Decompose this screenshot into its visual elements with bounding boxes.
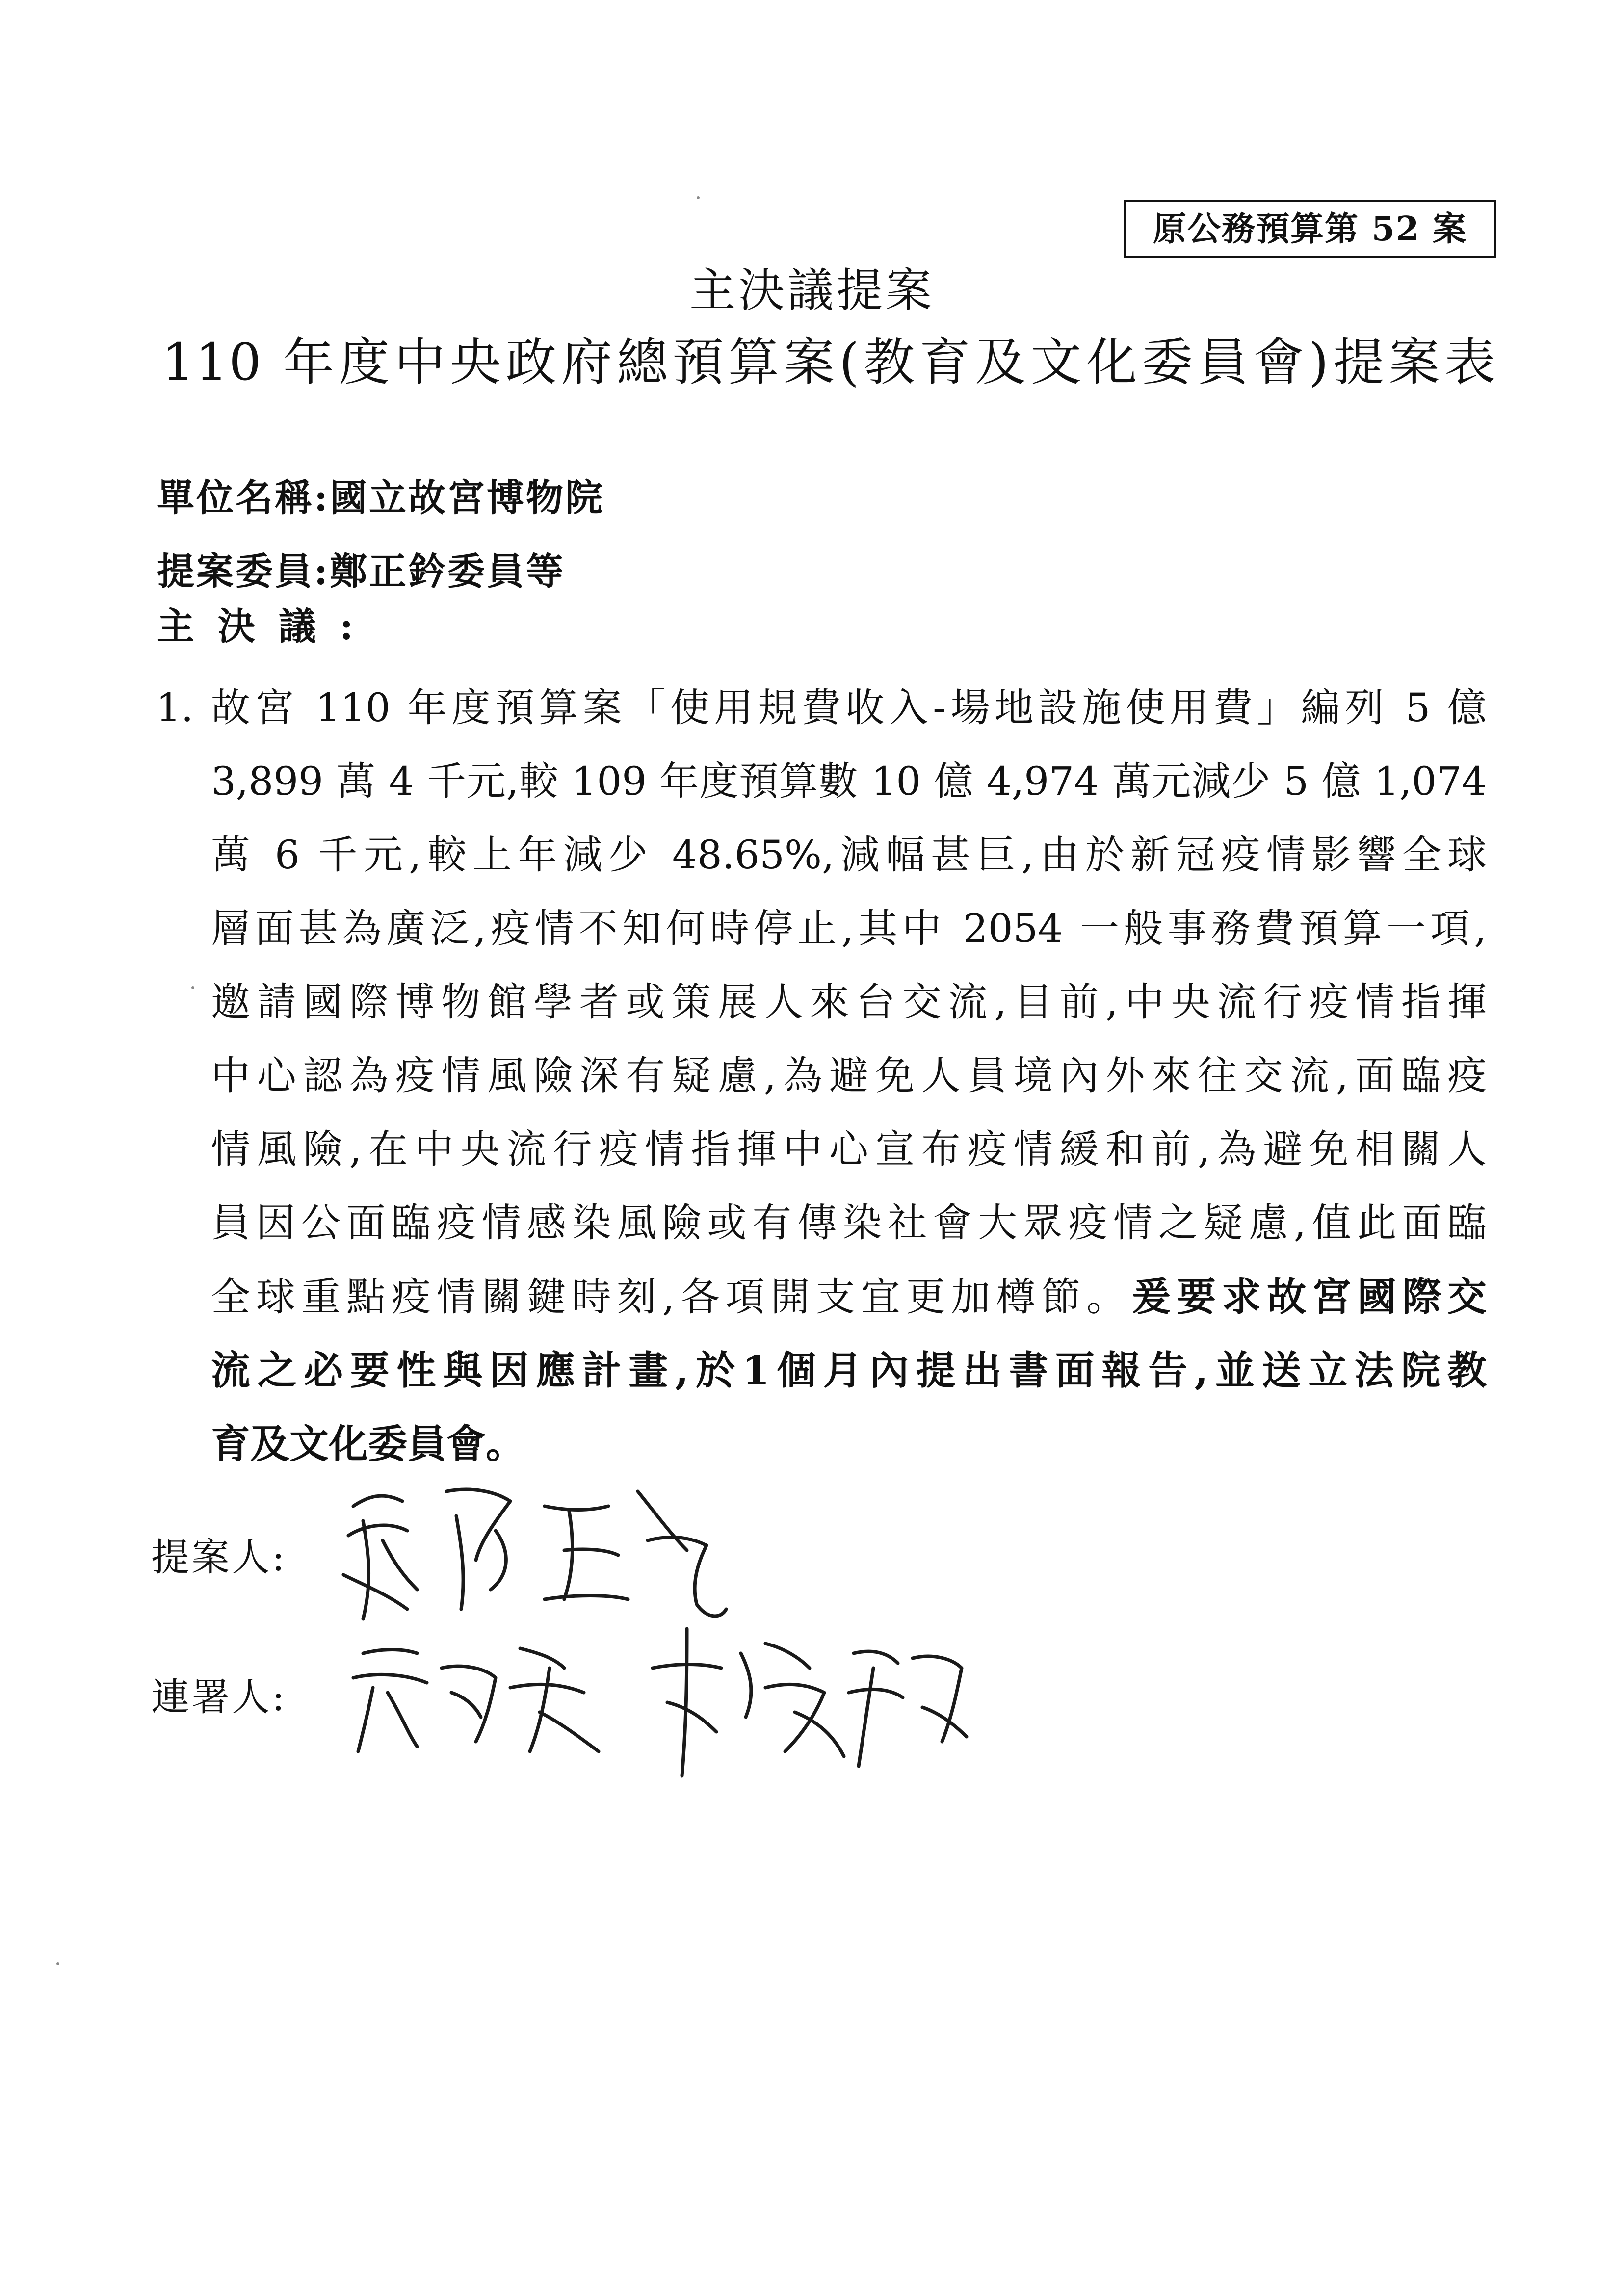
case-number: 原公務預算第 52 案 [1153, 209, 1467, 249]
resolution-line-3: 萬 6 千元,較上年減少 48.65%,減幅甚巨,由於新冠疫情影響全球 [211, 832, 1487, 878]
resolution-line-8: 員因公面臨疫情感染風險或有傳染社會大眾疫情之疑慮,值此面臨 [211, 1200, 1487, 1246]
resolution-line-6: 中心認為疫情風險深有疑慮,為避免人員境內外來往交流,面臨疫 [211, 1053, 1487, 1098]
cosigner-signature-label: 連署人: [151, 1675, 287, 1720]
page-subtitle: 110 年度中央政府總預算案(教育及文化委員會)提案表 [162, 332, 1496, 392]
cosigner-handwritten-signature-2 [638, 1609, 981, 1796]
cosigner-handwritten-signature-1 [343, 1619, 618, 1766]
resolution-line-9-normal: 全球重點疫情關鍵時刻,各項開支宜更加樽節。 [211, 1274, 1132, 1320]
resolution-line-11: 育及文化委員會。 [211, 1421, 525, 1467]
item-number: 1. [156, 685, 194, 731]
resolution-line-2: 3,899 萬 4 千元,較 109 年度預算數 10 億 4,974 萬元減少 5 億 1,074 [211, 758, 1487, 804]
resolution-line-9-bold: 爰要求故宮國際交 [1131, 1274, 1487, 1320]
resolution-line-10: 流之必要性與因應計畫,於1個月內提出書面報告,並送立法院教 [211, 1347, 1487, 1393]
resolution-line-4: 層面甚為廣泛,疫情不知何時停止,其中 2054 一般事務費預算一項, [211, 906, 1487, 951]
case-number-box [1124, 200, 1496, 258]
unit-field [157, 471, 604, 525]
proposer-value: 鄭正鈐委員等 [330, 549, 566, 593]
proposer-label: 提案委員: [157, 549, 330, 593]
proposer-field [157, 545, 565, 599]
scan-speck [56, 1962, 59, 1965]
resolution-field [157, 600, 377, 653]
resolution-line-9 [211, 1260, 1487, 1334]
resolution-line-7: 情風險,在中央流行疫情指揮中心宣布疫情緩和前,為避免相關人 [211, 1126, 1487, 1172]
scan-speck [697, 196, 700, 199]
scan-speck [191, 986, 194, 989]
unit-value: 國立故宮博物院 [330, 476, 605, 520]
resolution-line-5: 邀請國際博物館學者或策展人來台交流,目前,中央流行疫情指揮 [211, 979, 1487, 1025]
proposer-signature-label: 提案人: [151, 1536, 287, 1580]
page-title: 主決議提案 [689, 264, 935, 317]
resolution-label: 主決議: [157, 604, 377, 648]
resolution-line-1: 故宮 110 年度預算案「使用規費收入-場地設施使用費」編列 5 億 [211, 685, 1487, 731]
unit-label: 單位名稱: [157, 476, 330, 520]
